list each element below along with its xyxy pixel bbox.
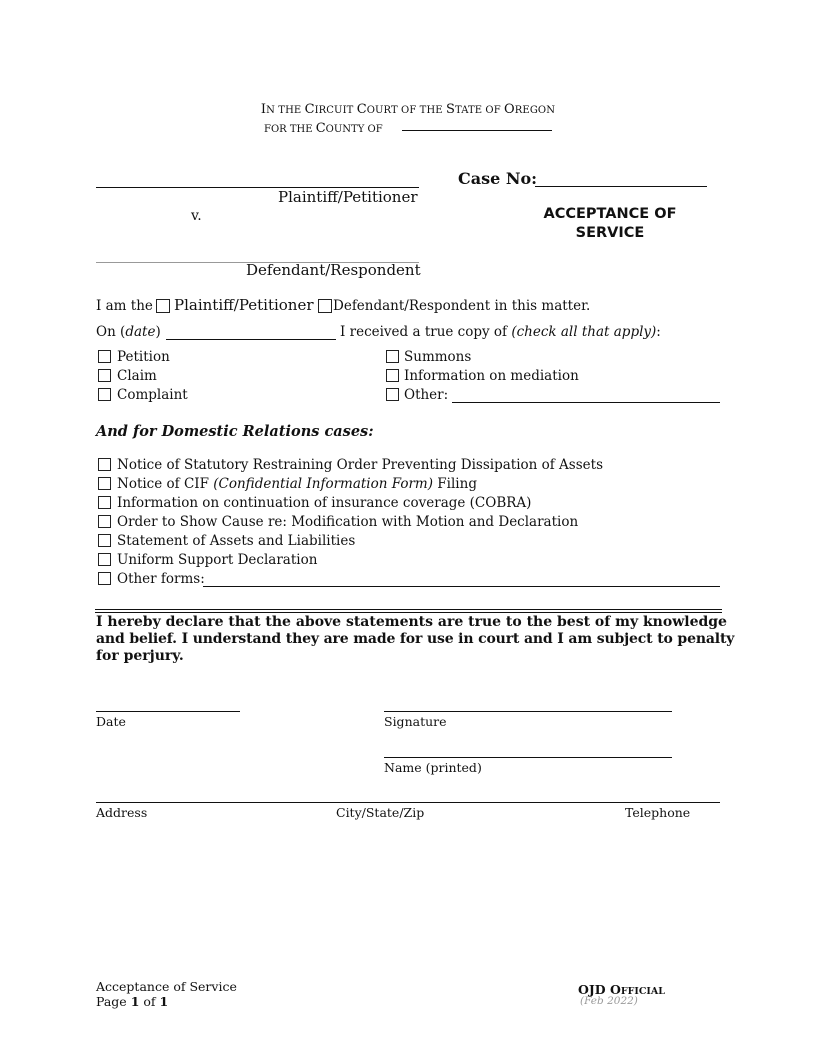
- plaintiff-name-field[interactable]: [96, 173, 419, 188]
- declaration-line-1: I hereby declare that the above statements are true to the best of my knowledge: [96, 614, 727, 630]
- mediation-checkbox[interactable]: [386, 369, 399, 382]
- received-text-main: I received a true copy of: [340, 324, 512, 340]
- support-declaration-checkbox[interactable]: [98, 553, 111, 566]
- sc-1: I: [260, 102, 267, 117]
- sc-9: O: [504, 102, 515, 117]
- date-word: date: [125, 324, 156, 340]
- sc-12: C: [315, 121, 326, 136]
- defendant-label: Defendant/Respondent: [246, 261, 421, 279]
- cobra-checkbox[interactable]: [98, 496, 111, 509]
- petition-checkbox[interactable]: [98, 350, 111, 363]
- claim-label: Claim: [117, 368, 157, 384]
- cobra-label: Information on continuation of insurance coverage (COBRA): [117, 495, 532, 511]
- mediation-label: Information on mediation: [404, 368, 579, 384]
- cif-italic: (Confidential Information Form): [213, 476, 434, 492]
- show-cause-label: Order to Show Cause re: Modification with Motion and Declaration: [117, 514, 579, 530]
- role-defendant-label: Defendant/Respondent in this matter.: [333, 298, 591, 314]
- petition-label: Petition: [117, 349, 170, 365]
- declaration-line-2: and belief. I understand they are made for use in court and I am subject to penalty: [96, 631, 735, 647]
- received-date-field[interactable]: [166, 325, 336, 340]
- summons-label: Summons: [404, 349, 472, 365]
- form-title-line-1: ACCEPTANCE OF: [543, 206, 677, 222]
- printed-name-label: Name (printed): [384, 760, 482, 775]
- plaintiff-label: Plaintiff/Petitioner: [278, 188, 418, 206]
- summons-checkbox[interactable]: [386, 350, 399, 363]
- show-cause-checkbox[interactable]: [98, 515, 111, 528]
- footer-revision: (Feb 2022): [580, 995, 638, 1007]
- signature-field[interactable]: [384, 697, 672, 712]
- sc-4: IRCUIT: [314, 105, 357, 116]
- case-no-field[interactable]: [535, 172, 707, 187]
- complaint-checkbox[interactable]: [98, 388, 111, 401]
- footer-form-name: Acceptance of Service: [96, 979, 237, 994]
- case-no-label: Case No:: [458, 169, 538, 188]
- role-plaintiff-checkbox[interactable]: [156, 299, 170, 313]
- cif-label: [117, 476, 477, 492]
- page-current: 1: [130, 994, 140, 1009]
- signature-label: Signature: [384, 714, 447, 729]
- domestic-heading: And for Domestic Relations cases:: [96, 423, 374, 440]
- form-title-line-2: SERVICE: [575, 225, 645, 241]
- received-colon: :: [656, 324, 661, 340]
- date-label: Date: [96, 714, 126, 729]
- check-note: (check all that apply): [511, 324, 657, 340]
- versus-label: v.: [191, 208, 202, 224]
- city-state-zip-label: City/State/Zip: [336, 805, 425, 820]
- assets-checkbox[interactable]: [98, 534, 111, 547]
- assets-label: Statement of Assets and Liabilities: [117, 533, 356, 549]
- complaint-label: Complaint: [117, 387, 188, 403]
- support-declaration-label: Uniform Support Declaration: [117, 552, 318, 568]
- other-forms-field[interactable]: [203, 572, 720, 587]
- page-of: of: [139, 994, 160, 1009]
- cif-prefix: Notice of CIF: [117, 476, 214, 492]
- printed-name-field[interactable]: [384, 743, 672, 758]
- role-prefix: I am the: [96, 298, 153, 314]
- received-text: [340, 324, 661, 340]
- sc-3: C: [304, 102, 315, 117]
- other-forms-label: Other forms:: [117, 571, 205, 587]
- official-part-2: FFICIAL: [620, 986, 665, 997]
- other-forms-checkbox[interactable]: [98, 572, 111, 585]
- sc-10: REGON: [514, 105, 556, 116]
- sc-5: C: [356, 102, 367, 117]
- on-prefix: On (: [96, 324, 126, 340]
- cif-checkbox[interactable]: [98, 477, 111, 490]
- footer-page-number: [96, 994, 168, 1009]
- restraining-order-label: Notice of Statutory Restraining Order Preventing Dissipation of Assets: [117, 457, 603, 473]
- other-document-label: Other:: [404, 387, 449, 403]
- double-rule: [95, 609, 722, 613]
- declaration-line-3: for perjury.: [96, 648, 184, 664]
- role-plaintiff-label: Plaintiff/Petitioner: [174, 296, 314, 314]
- sc-13: OUNTY OF: [325, 124, 383, 135]
- court-heading-line-2: [264, 117, 383, 136]
- official-part-1: OJD O: [578, 982, 621, 997]
- sc-2: N THE: [266, 105, 305, 116]
- other-document-field[interactable]: [452, 388, 720, 403]
- page-prefix: Page: [96, 994, 131, 1009]
- telephone-label: Telephone: [625, 805, 691, 820]
- sc-11: FOR THE: [264, 124, 316, 135]
- county-field[interactable]: [402, 116, 552, 131]
- date-signed-field[interactable]: [96, 697, 240, 712]
- cif-suffix: Filing: [433, 476, 477, 492]
- received-line: [96, 324, 161, 340]
- claim-checkbox[interactable]: [98, 369, 111, 382]
- address-field[interactable]: [96, 788, 720, 803]
- other-document-checkbox[interactable]: [386, 388, 399, 401]
- page-total: 1: [159, 994, 169, 1009]
- sc-7: S: [445, 102, 455, 117]
- address-label: Address: [96, 805, 148, 820]
- on-suffix: ): [155, 324, 161, 340]
- restraining-order-checkbox[interactable]: [98, 458, 111, 471]
- sc-6: OURT OF THE: [366, 105, 446, 116]
- court-heading-line-1: [0, 98, 816, 117]
- sc-8: TATE OF: [454, 105, 505, 116]
- role-defendant-checkbox[interactable]: [318, 299, 332, 313]
